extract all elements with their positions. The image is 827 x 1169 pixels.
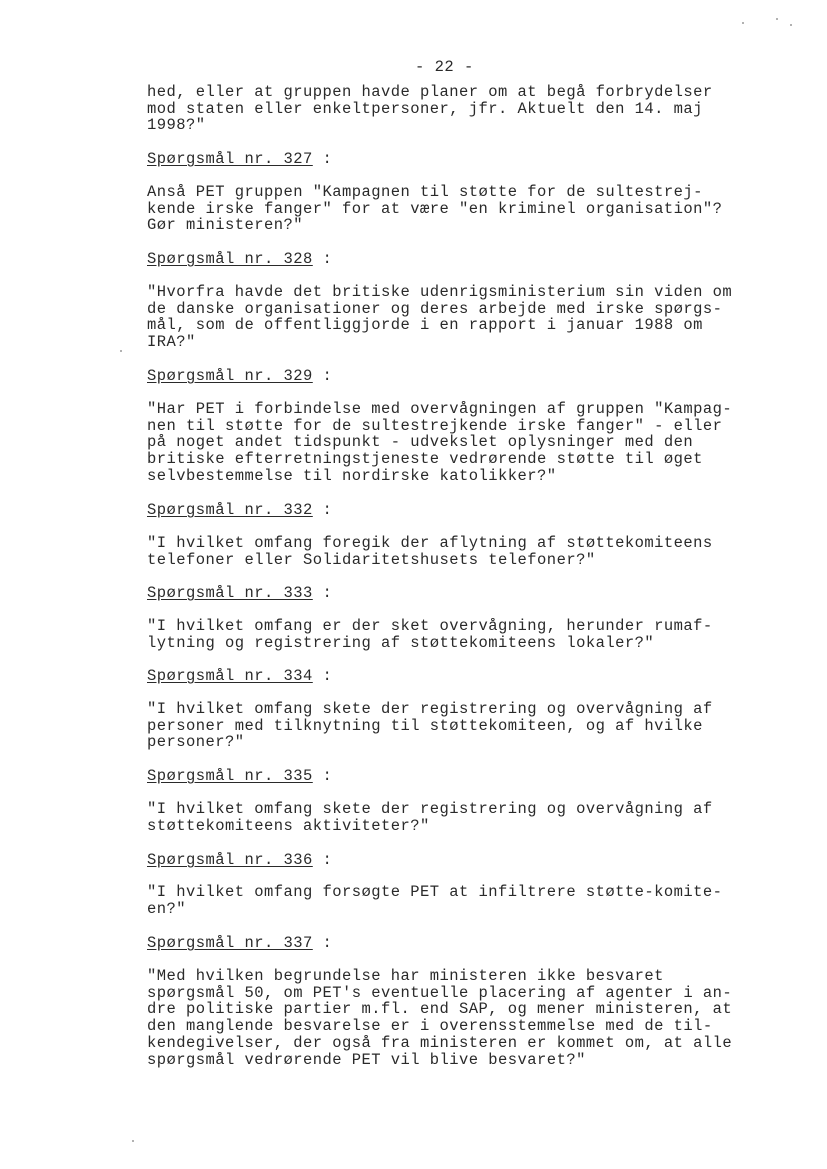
question-heading-329: [147, 368, 332, 385]
paragraph-line: selvbestemmelse til nordirske katolikker?": [147, 466, 557, 485]
question-heading-label: Spørgsmål nr. 333: [147, 584, 313, 602]
paragraph-line: de danske organisationer og deres arbejde med irske spørgs-: [147, 299, 723, 318]
paragraph-line: mål, som de offentliggjorde i en rapport i januar 1988 om: [147, 316, 703, 335]
question-heading-335: [147, 768, 332, 785]
question-text-327: [147, 184, 767, 234]
question-heading-336: [147, 852, 332, 869]
question-heading-colon: :: [312, 767, 333, 785]
paragraph-line: britiske efterretningstjeneste vedrørende støtte til øget: [147, 450, 703, 469]
question-heading-colon: :: [312, 367, 333, 385]
paragraph-line: spørgsmål vedrørende PET vil blive besvaret?": [147, 1050, 586, 1069]
paragraph-line: den manglende besvarelse er i overensstemmelse med de til-: [147, 1017, 713, 1036]
scan-speck: [120, 350, 122, 352]
question-heading-label: Spørgsmål nr. 332: [147, 501, 313, 519]
question-heading-colon: :: [312, 250, 333, 268]
question-heading-334: [147, 668, 332, 685]
scan-speck: [790, 24, 792, 26]
paragraph-line: personer?": [147, 733, 245, 752]
question-heading-333: [147, 585, 332, 602]
question-text-328: [147, 284, 767, 351]
question-heading-label: Spørgsmål nr. 328: [147, 250, 313, 268]
question-heading-label: Spørgsmål nr. 336: [147, 851, 313, 869]
paragraph-line: "I hvilket omfang skete der registrering og overvågning af: [147, 700, 713, 718]
question-heading-colon: :: [312, 934, 333, 952]
question-heading-label: Spørgsmål nr. 337: [147, 934, 313, 952]
paragraph-line: lytning og registrering af støttekomiteens lokaler?": [147, 633, 655, 652]
paragraph-line: "I hvilket omfang foregik der aflytning af støttekomiteens: [147, 534, 713, 552]
paragraph-line: kendegivelser, der også fra ministeren er kommet om, at alle: [147, 1033, 733, 1052]
paragraph-line: dre politiske partier m.fl. end SAP, og mener ministeren, at: [147, 1000, 733, 1019]
question-heading-label: Spørgsmål nr. 335: [147, 767, 313, 785]
scan-speck: [132, 1140, 134, 1142]
paragraph-line: personer med tilknytning til støttekomiteen, og af hvilke: [147, 716, 703, 735]
scan-speck: [742, 22, 744, 24]
paragraph-line: en?": [147, 899, 187, 918]
paragraph-line: "Hvorfra havde det britiske udenrigsministerium sin viden om: [147, 283, 733, 301]
question-text-336: [147, 884, 767, 917]
question-heading-colon: :: [312, 150, 333, 168]
scan-speck: [776, 18, 778, 20]
paragraph-line: spørgsmål 50, om PET's eventuelle placering af agenter i an-: [147, 983, 733, 1002]
question-heading-label: Spørgsmål nr. 327: [147, 150, 313, 168]
paragraph-line: "Har PET i forbindelse med overvågningen af gruppen "Kampag-: [147, 400, 733, 418]
question-text-333: [147, 618, 767, 651]
paragraph-line: telefoner eller Solidaritetshusets telefoner?": [147, 550, 596, 569]
question-heading-327: [147, 151, 332, 168]
question-text-337: [147, 968, 767, 1068]
paragraph-line: nen til støtte for de sultestrejkende irske fanger" - eller: [147, 416, 723, 435]
paragraph-line: IRA?": [147, 333, 196, 352]
question-heading-332: [147, 502, 332, 519]
question-heading-label: Spørgsmål nr. 329: [147, 367, 313, 385]
paragraph-line: mod staten eller enkeltpersoner, jfr. Aktuelt den 14. maj: [147, 99, 703, 118]
question-heading-337: [147, 935, 332, 952]
paragraph-line: "I hvilket omfang forsøgte PET at infiltrere støtte-komite-: [147, 883, 723, 901]
question-text-335: [147, 801, 767, 834]
intro-paragraph: [147, 84, 767, 134]
paragraph-line: Anså PET gruppen "Kampagnen til støtte for de sultestrej-: [147, 183, 703, 201]
question-text-329: [147, 401, 767, 485]
paragraph-line: "I hvilket omfang er der sket overvågning, herunder rumaf-: [147, 617, 713, 635]
paragraph-line: kende irske fanger" for at være "en kriminel organisation"?: [147, 199, 723, 218]
question-heading-328: [147, 251, 332, 268]
question-heading-label: Spørgsmål nr. 334: [147, 667, 313, 685]
question-heading-colon: :: [312, 667, 333, 685]
paragraph-line: på noget andet tidspunkt - udvekslet oplysninger med den: [147, 433, 694, 452]
question-heading-colon: :: [312, 851, 333, 869]
question-text-334: [147, 701, 767, 751]
paragraph-line: "Med hvilken begrundelse har ministeren ikke besvaret: [147, 967, 664, 985]
paragraph-line: hed, eller at gruppen havde planer om at begå forbrydelser: [147, 83, 713, 101]
paragraph-line: "I hvilket omfang skete der registrering og overvågning af: [147, 800, 713, 818]
paragraph-line: støttekomiteens aktiviteter?": [147, 816, 430, 835]
paragraph-line: 1998?": [147, 116, 206, 135]
question-heading-colon: :: [312, 501, 333, 519]
page-number: - 22 -: [415, 58, 474, 76]
paragraph-line: Gør ministeren?": [147, 216, 304, 235]
question-heading-colon: :: [312, 584, 333, 602]
question-text-332: [147, 535, 767, 568]
